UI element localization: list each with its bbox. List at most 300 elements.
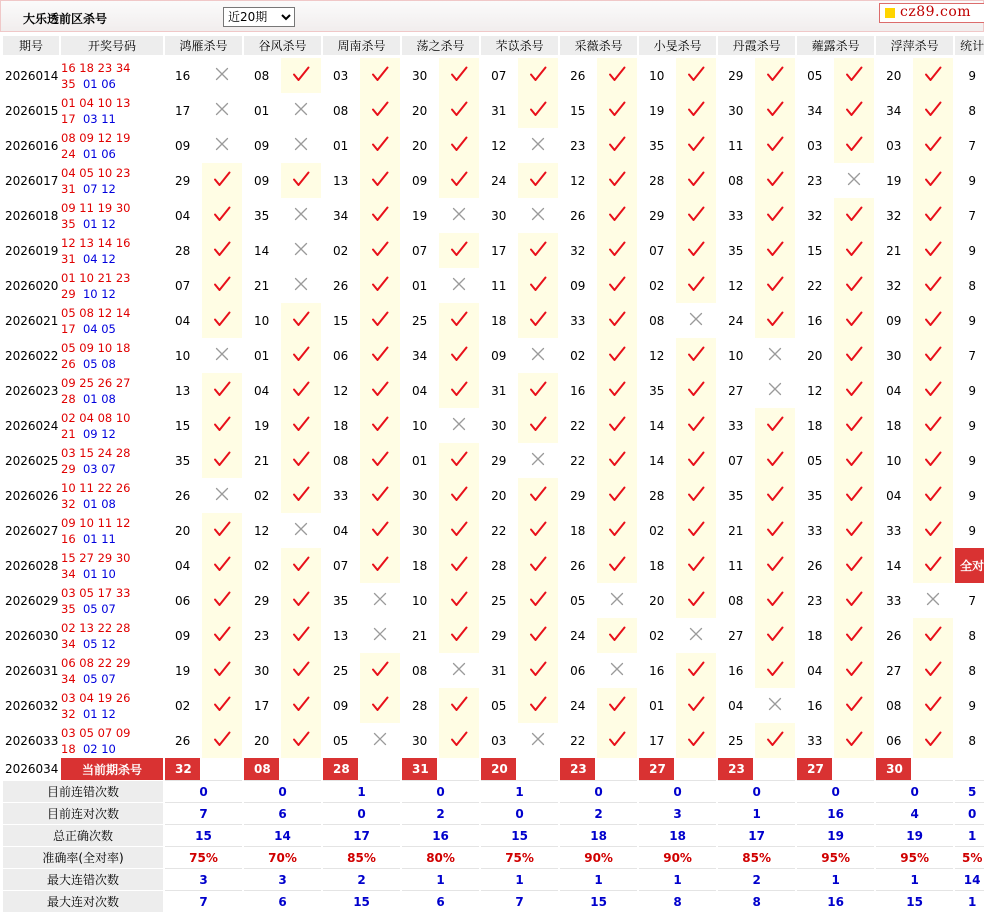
kill-correct-mark: [281, 303, 321, 338]
check-icon: [687, 521, 705, 537]
check-icon: [371, 136, 389, 152]
kill-number: 32: [560, 233, 595, 268]
kill-number: 09: [560, 268, 595, 303]
kill-correct-mark: [597, 303, 637, 338]
period-number: 2026030: [3, 618, 59, 653]
draw-numbers: [61, 233, 163, 268]
check-icon: [924, 311, 942, 327]
summary-value: 2: [402, 802, 479, 824]
kill-number: 16: [718, 653, 753, 688]
kill-number: 21: [402, 618, 437, 653]
summary-stat: 14: [955, 868, 984, 890]
kill-correct-mark: [913, 408, 953, 443]
table-row: [3, 233, 984, 268]
back-zone-numbers: 01 11: [82, 531, 116, 546]
kill-number: 02: [323, 233, 358, 268]
kill-correct-mark: [360, 513, 400, 548]
check-icon: [845, 241, 863, 257]
cross-icon: [371, 626, 389, 642]
cross-icon: [213, 346, 231, 362]
check-icon: [608, 626, 626, 642]
kill-number: 23: [797, 583, 832, 618]
period-number: 2026019: [3, 233, 59, 268]
summary-value: 16: [402, 824, 479, 846]
kill-number: 09: [481, 338, 516, 373]
kill-number: 04: [718, 688, 753, 723]
summary-value: 80%: [402, 846, 479, 868]
check-icon: [213, 206, 231, 222]
kill-number: 33: [876, 583, 911, 618]
period-range-select[interactable]: [223, 7, 295, 27]
check-icon: [529, 416, 547, 432]
check-icon: [845, 381, 863, 397]
check-icon: [924, 101, 942, 117]
kill-correct-mark: [202, 653, 242, 688]
kill-correct-mark: [834, 233, 874, 268]
cross-icon: [529, 346, 547, 362]
kill-number: 21: [244, 268, 279, 303]
row-stat: 9: [955, 443, 984, 478]
kill-number: 09: [323, 688, 358, 723]
kill-number: 20: [165, 513, 200, 548]
cross-icon: [371, 591, 389, 607]
kill-number: 19: [402, 198, 437, 233]
kill-number: 25: [718, 723, 753, 758]
cross-icon: [292, 521, 310, 537]
column-header-expert: 芣苡杀号: [481, 36, 558, 58]
kill-number: 19: [244, 408, 279, 443]
column-header-expert: 小旻杀号: [639, 36, 716, 58]
column-header-expert: 鸿雁杀号: [165, 36, 242, 58]
kill-wrong-mark: [518, 338, 558, 373]
kill-number: 21: [876, 233, 911, 268]
check-icon: [924, 171, 942, 187]
kill-correct-mark: [281, 408, 321, 443]
summary-value: 14: [244, 824, 321, 846]
kill-wrong-mark: [518, 443, 558, 478]
check-icon: [766, 311, 784, 327]
column-header-stat: 统计: [955, 36, 984, 58]
kill-number: 02: [165, 688, 200, 723]
kill-correct-mark: [439, 58, 479, 93]
kill-correct-mark: [834, 653, 874, 688]
check-icon: [371, 66, 389, 82]
kill-correct-mark: [439, 548, 479, 583]
kill-number: 14: [639, 408, 674, 443]
cross-icon: [924, 591, 942, 607]
cross-icon: [529, 451, 547, 467]
kill-correct-mark: [755, 583, 795, 618]
kill-correct-mark: [755, 128, 795, 163]
check-icon: [845, 696, 863, 712]
back-zone-numbers: 03 11: [82, 111, 116, 126]
kill-correct-mark: [834, 338, 874, 373]
kill-number: 14: [639, 443, 674, 478]
kill-number: 26: [560, 548, 595, 583]
check-icon: [371, 451, 389, 467]
current-kill-spacer: [281, 758, 321, 780]
summary-stat: 5%: [955, 846, 984, 868]
kill-number: 28: [639, 478, 674, 513]
check-icon: [213, 661, 231, 677]
summary-value: 0: [481, 802, 558, 824]
kill-number: 35: [639, 373, 674, 408]
summary-value: 70%: [244, 846, 321, 868]
check-icon: [845, 521, 863, 537]
front-zone-numbers: 04 05 10 23 31: [61, 165, 131, 196]
kill-correct-mark: [755, 163, 795, 198]
kill-number: 35: [639, 128, 674, 163]
back-zone-numbers: 01 06: [82, 76, 116, 91]
period-number: 2026015: [3, 93, 59, 128]
draw-numbers: [61, 653, 163, 688]
check-icon: [529, 661, 547, 677]
cross-icon: [213, 136, 231, 152]
check-icon: [450, 241, 468, 257]
summary-label: 最大连错次数: [3, 868, 163, 890]
check-icon: [450, 486, 468, 502]
cross-icon: [450, 661, 468, 677]
check-icon: [766, 661, 784, 677]
table-header: [3, 36, 984, 58]
kill-wrong-mark: [439, 198, 479, 233]
check-icon: [529, 381, 547, 397]
kill-correct-mark: [202, 268, 242, 303]
current-prediction-row: [3, 758, 984, 780]
row-stat: 7: [955, 128, 984, 163]
kill-number: 03: [797, 128, 832, 163]
kill-number: 34: [323, 198, 358, 233]
check-icon: [924, 136, 942, 152]
cross-icon: [450, 206, 468, 222]
kill-wrong-mark: [597, 653, 637, 688]
kill-number: 33: [323, 478, 358, 513]
kill-number: 33: [797, 513, 832, 548]
kill-correct-mark: [360, 443, 400, 478]
cross-icon: [687, 311, 705, 327]
kill-correct-mark: [834, 198, 874, 233]
kill-number: 14: [244, 233, 279, 268]
front-zone-numbers: 02 13 22 28 34: [61, 620, 131, 651]
draw-numbers: [61, 618, 163, 653]
cross-icon: [529, 731, 547, 747]
kill-correct-mark: [913, 58, 953, 93]
period-number: 2026031: [3, 653, 59, 688]
check-icon: [608, 66, 626, 82]
current-kill-spacer: [518, 758, 558, 780]
check-icon: [845, 731, 863, 747]
kill-number: 35: [797, 478, 832, 513]
check-icon: [687, 696, 705, 712]
check-icon: [845, 206, 863, 222]
kill-number: 20: [244, 723, 279, 758]
kill-correct-mark: [518, 268, 558, 303]
summary-label: 总正确次数: [3, 824, 163, 846]
check-icon: [687, 346, 705, 362]
kill-correct-mark: [834, 723, 874, 758]
table-row: [3, 128, 984, 163]
kill-number: 01: [323, 128, 358, 163]
kill-number: 24: [481, 163, 516, 198]
site-logo[interactable]: [879, 3, 984, 23]
kill-correct-mark: [202, 408, 242, 443]
summary-stat: 0: [955, 802, 984, 824]
summary-value: 8: [639, 890, 716, 912]
check-icon: [292, 311, 310, 327]
kill-number: 01: [402, 443, 437, 478]
check-icon: [450, 696, 468, 712]
kill-correct-mark: [439, 128, 479, 163]
period-number: 2026021: [3, 303, 59, 338]
draw-numbers: [61, 513, 163, 548]
summary-value: 0: [323, 802, 400, 824]
kill-number: 07: [165, 268, 200, 303]
kill-number: 17: [639, 723, 674, 758]
kill-number: 30: [481, 408, 516, 443]
front-zone-numbers: 08 09 12 19 24: [61, 130, 131, 161]
cross-icon: [687, 626, 705, 642]
kill-correct-mark: [913, 163, 953, 198]
current-kill-number: 23: [560, 758, 595, 780]
row-stat: 9: [955, 688, 984, 723]
row-stat: 9: [955, 303, 984, 338]
summary-row: [3, 824, 984, 846]
check-icon: [845, 66, 863, 82]
kill-number: 10: [402, 408, 437, 443]
kill-number: 19: [165, 653, 200, 688]
kill-number: 16: [639, 653, 674, 688]
summary-value: 2: [718, 868, 795, 890]
back-zone-numbers: 01 08: [82, 496, 116, 511]
kill-number: 30: [402, 478, 437, 513]
kill-number: 34: [402, 338, 437, 373]
kill-number: 04: [876, 478, 911, 513]
draw-numbers: [61, 373, 163, 408]
check-icon: [687, 451, 705, 467]
summary-value: 90%: [560, 846, 637, 868]
kill-number: 16: [797, 688, 832, 723]
kill-number: 10: [876, 443, 911, 478]
draw-numbers: [61, 163, 163, 198]
summary-value: 95%: [876, 846, 953, 868]
check-icon: [213, 416, 231, 432]
draw-numbers: [61, 583, 163, 618]
table-body: [3, 58, 984, 912]
summary-value: 0: [797, 780, 874, 802]
summary-value: 16: [797, 802, 874, 824]
kill-wrong-mark: [281, 268, 321, 303]
summary-value: 7: [481, 890, 558, 912]
page-title: 大乐透前区杀号: [23, 12, 108, 26]
kill-correct-mark: [676, 583, 716, 618]
kill-number: 31: [481, 93, 516, 128]
check-icon: [292, 626, 310, 642]
kill-number: 28: [402, 688, 437, 723]
check-icon: [845, 136, 863, 152]
kill-wrong-mark: [676, 303, 716, 338]
summary-value: 7: [165, 890, 242, 912]
kill-correct-mark: [439, 338, 479, 373]
cross-icon: [529, 136, 547, 152]
kill-correct-mark: [834, 58, 874, 93]
kill-correct-mark: [597, 443, 637, 478]
summary-stat: 5: [955, 780, 984, 802]
check-icon: [608, 696, 626, 712]
check-icon: [450, 731, 468, 747]
check-icon: [924, 696, 942, 712]
front-zone-numbers: 10 11 22 26 32: [61, 480, 131, 511]
period-number: 2026017: [3, 163, 59, 198]
row-stat: 9: [955, 373, 984, 408]
front-zone-numbers: 05 08 12 14 17: [61, 305, 131, 336]
kill-number: 30: [244, 653, 279, 688]
cross-icon: [292, 101, 310, 117]
kill-correct-mark: [597, 338, 637, 373]
kill-number: 15: [323, 303, 358, 338]
kill-number: 07: [639, 233, 674, 268]
summary-value: 0: [244, 780, 321, 802]
summary-value: 1: [718, 802, 795, 824]
kill-number: 04: [797, 653, 832, 688]
kill-correct-mark: [597, 128, 637, 163]
kill-correct-mark: [834, 443, 874, 478]
kill-wrong-mark: [281, 513, 321, 548]
back-zone-numbers: 03 07: [82, 461, 116, 476]
kill-number: 20: [402, 128, 437, 163]
kill-correct-mark: [755, 478, 795, 513]
kill-number: 32: [797, 198, 832, 233]
current-kill-number: 27: [639, 758, 674, 780]
check-icon: [687, 136, 705, 152]
check-icon: [450, 591, 468, 607]
kill-correct-mark: [597, 548, 637, 583]
front-zone-numbers: 15 27 29 30 34: [61, 550, 131, 581]
kill-number: 29: [639, 198, 674, 233]
kill-number: 20: [639, 583, 674, 618]
summary-value: 6: [244, 890, 321, 912]
back-zone-numbers: 01 08: [82, 391, 116, 406]
check-icon: [766, 626, 784, 642]
current-kill-number: 27: [797, 758, 832, 780]
kill-number: 19: [639, 93, 674, 128]
kill-wrong-mark: [202, 93, 242, 128]
kill-number: 32: [876, 268, 911, 303]
kill-correct-mark: [834, 513, 874, 548]
kill-correct-mark: [676, 128, 716, 163]
check-icon: [766, 556, 784, 572]
kill-number: 04: [323, 513, 358, 548]
kill-correct-mark: [518, 93, 558, 128]
check-icon: [371, 486, 389, 502]
summary-value: 19: [876, 824, 953, 846]
kill-correct-mark: [834, 618, 874, 653]
kill-correct-mark: [360, 93, 400, 128]
front-zone-numbers: 03 04 19 26 32: [61, 690, 131, 721]
kill-number: 05: [797, 58, 832, 93]
kill-number: 14: [876, 548, 911, 583]
kill-correct-mark: [834, 583, 874, 618]
kill-correct-mark: [281, 548, 321, 583]
kill-wrong-mark: [755, 338, 795, 373]
check-icon: [766, 451, 784, 467]
check-icon: [292, 416, 310, 432]
kill-number: 09: [876, 303, 911, 338]
column-header-expert: 谷风杀号: [244, 36, 321, 58]
column-header-expert: 周南杀号: [323, 36, 400, 58]
kill-number: 28: [481, 548, 516, 583]
check-icon: [213, 556, 231, 572]
kill-number: 30: [718, 93, 753, 128]
check-icon: [450, 626, 468, 642]
kill-correct-mark: [676, 198, 716, 233]
kill-correct-mark: [676, 443, 716, 478]
kill-number: 26: [797, 548, 832, 583]
summary-value: 85%: [718, 846, 795, 868]
kill-wrong-mark: [202, 478, 242, 513]
check-icon: [608, 416, 626, 432]
check-icon: [529, 486, 547, 502]
kill-correct-mark: [202, 583, 242, 618]
kill-correct-mark: [913, 723, 953, 758]
kill-number: 31: [481, 653, 516, 688]
table-row: [3, 688, 984, 723]
kill-number: 12: [244, 513, 279, 548]
kill-number: 09: [165, 128, 200, 163]
kill-number: 09: [244, 128, 279, 163]
kill-wrong-mark: [755, 373, 795, 408]
kill-correct-mark: [676, 513, 716, 548]
check-icon: [608, 556, 626, 572]
table-row: [3, 408, 984, 443]
summary-value: 18: [560, 824, 637, 846]
check-icon: [608, 136, 626, 152]
kill-number: 34: [797, 93, 832, 128]
kill-number: 11: [718, 548, 753, 583]
current-kill-spacer: [597, 758, 637, 780]
front-zone-numbers: 09 11 19 30 35: [61, 200, 131, 231]
kill-number: 13: [323, 618, 358, 653]
kill-number: 22: [560, 443, 595, 478]
back-zone-numbers: 04 12: [82, 251, 116, 266]
check-icon: [450, 101, 468, 117]
kill-correct-mark: [518, 688, 558, 723]
summary-value: 0: [639, 780, 716, 802]
kill-number: 19: [876, 163, 911, 198]
cross-icon: [450, 276, 468, 292]
kill-number: 08: [876, 688, 911, 723]
check-icon: [292, 696, 310, 712]
check-icon: [529, 66, 547, 82]
kill-correct-mark: [202, 548, 242, 583]
summary-value: 0: [560, 780, 637, 802]
back-zone-numbers: 01 12: [82, 216, 116, 231]
kill-number: 09: [165, 618, 200, 653]
row-stat: 8: [955, 93, 984, 128]
summary-row: [3, 780, 984, 802]
kill-correct-mark: [834, 373, 874, 408]
kill-correct-mark: [360, 128, 400, 163]
kill-number: 26: [165, 723, 200, 758]
kill-correct-mark: [597, 93, 637, 128]
summary-value: 3: [165, 868, 242, 890]
kill-wrong-mark: [676, 618, 716, 653]
kill-correct-mark: [360, 688, 400, 723]
kill-correct-mark: [597, 373, 637, 408]
kill-correct-mark: [676, 723, 716, 758]
kill-correct-mark: [439, 303, 479, 338]
kill-number: 25: [481, 583, 516, 618]
check-icon: [292, 661, 310, 677]
